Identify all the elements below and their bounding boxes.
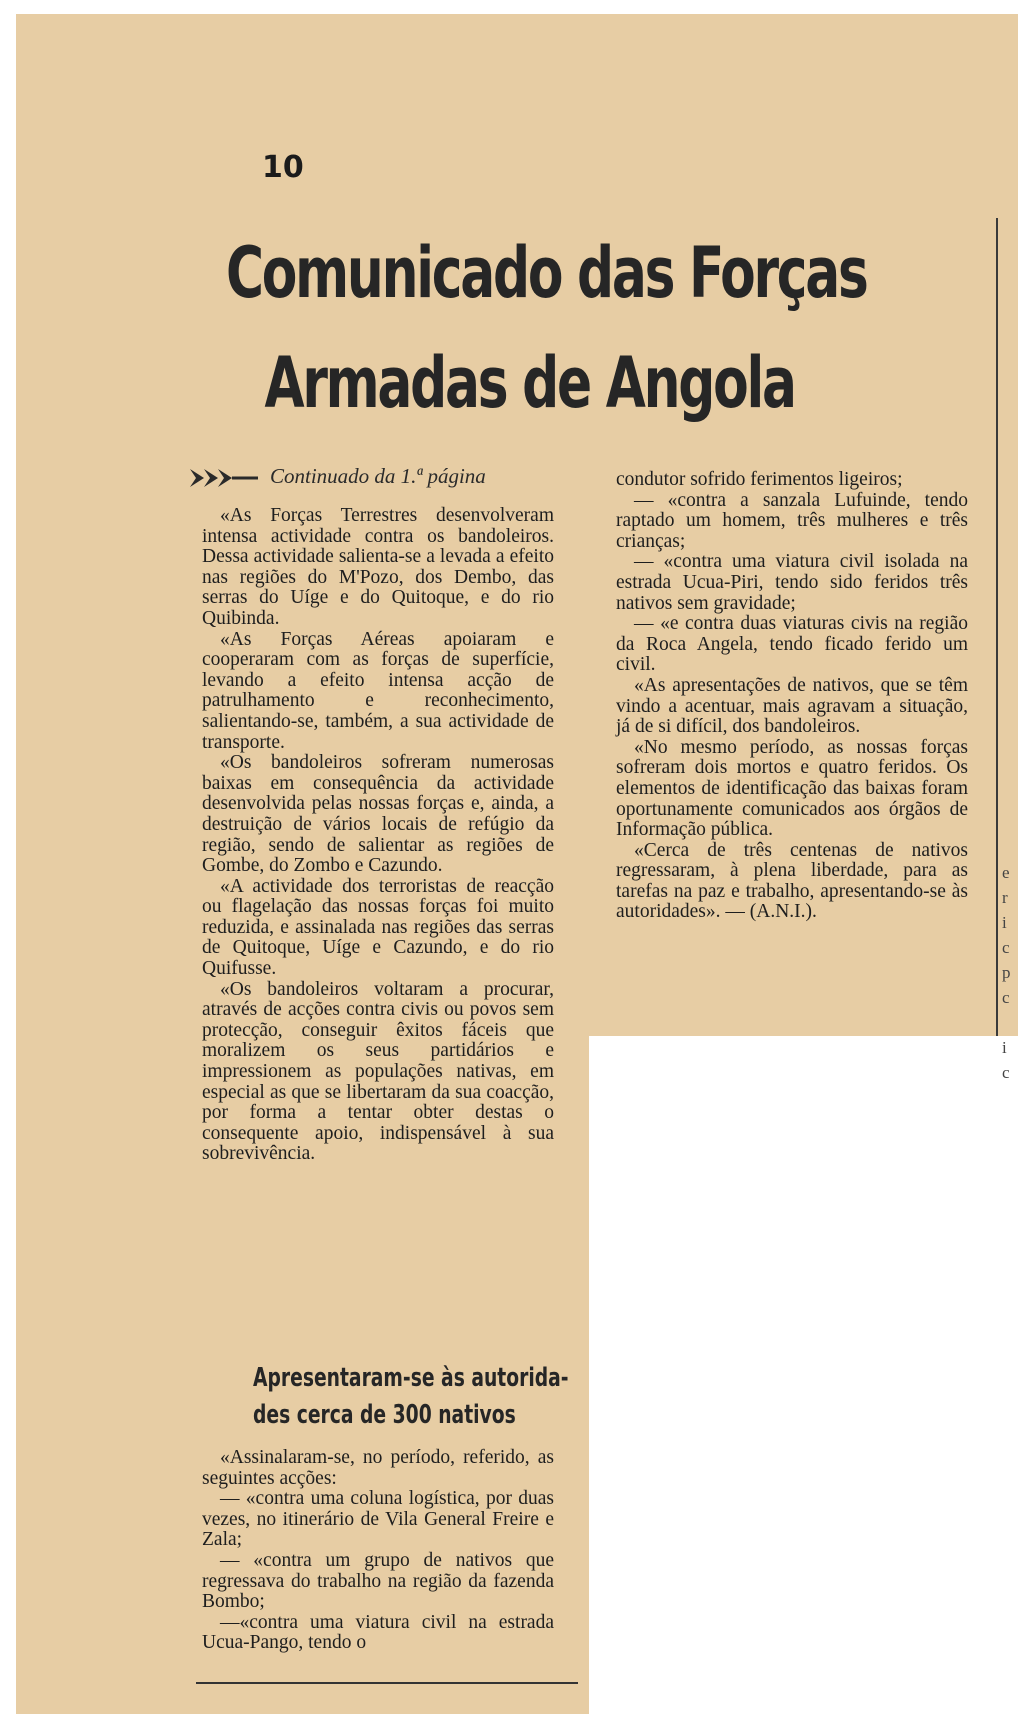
- edge-letter: p: [1002, 963, 1011, 982]
- continued-note: [190, 464, 560, 491]
- edge-letter: c: [1002, 1063, 1010, 1082]
- edge-letter: c: [1002, 988, 1010, 1007]
- paragraph: «Cerca de três centenas de nativos regressaram, à plena liberdade, para as tarefas na paz e trabalho, apresentando-se às autoridades». — (A.N.I.).: [616, 839, 968, 923]
- paragraph: «A actividade dos terroristas de reacção ou flagelação das nossas forças foi muito reduzida, e assinalada nas regiões das serras de Quitoque, Uíge e Cazundo, e do rio Quifusse.: [202, 875, 554, 980]
- paragraph: —«contra uma viatura civil na estrada Ucua-Pango, tendo o: [202, 1611, 554, 1654]
- subheading-line-1: Apresentaram-se às autorida-: [253, 1363, 569, 1393]
- continued-note-text: Continuado da 1.ª página: [270, 464, 486, 488]
- section-subheading: [253, 1360, 569, 1434]
- arrow-icon: [190, 465, 260, 491]
- paragraph: «As apresentações de nativos, que se têm vindo a acentuar, mais agravam a situação, já de si difícil, dos bandoleiros.: [616, 674, 968, 738]
- article-column-sub: [202, 1448, 554, 1654]
- headline-line-1: Comunicado das Forças: [226, 232, 867, 314]
- paragraph: «No mesmo período, as nossas forças sofreram dois mortos e quatro feridos. Os elementos de identificação das baixas foram oportunamente comunicados aos órgãos de Informação pública.: [616, 736, 968, 841]
- paragraph: — «contra a sanzala Lufuinde, tendo raptado um homem, três mulheres e três crianças;: [616, 489, 968, 552]
- paragraph: — «e contra duas viaturas civis na região da Roca Angela, tendo ficado ferido um civil.: [616, 613, 968, 676]
- edge-letter: c: [1002, 938, 1010, 957]
- paragraph: — «contra uma coluna logística, por duas vezes, no itinerário de Vila General Freire e Zala;: [202, 1488, 554, 1551]
- paragraph: — «contra uma viatura civil isolada na estrada Ucua-Piri, tendo sido feridos três nativos sem gravidade;: [616, 551, 968, 614]
- edge-letter: e: [1002, 863, 1010, 882]
- adjacent-column-fragment: [1002, 860, 1016, 1085]
- edge-letter: i: [1002, 1038, 1007, 1057]
- bottom-divider: [196, 1682, 578, 1684]
- subheading-line-2: des cerca de 300 nativos: [253, 1400, 516, 1430]
- paragraph: — «contra um grupo de nativos que regressava do trabalho na região da fazenda Bombo;: [202, 1549, 554, 1613]
- paragraph: «Os bandoleiros sofreram numerosas baixas em consequência da actividade desenvolvida pelas nossas forças e, ainda, a destruição de vários locais de refúgio da região, sendo de salientar as regiões de Gombe, do Zombo e Cazundo.: [202, 752, 554, 877]
- edge-letter: r: [1002, 888, 1008, 907]
- paragraph: «As Forças Aéreas apoiaram e cooperaram com as forças de superfície, levando a efeito intensa acção de patrulhamento e reconhecimento, salientando-se, também, a sua actividade de transporte.: [202, 628, 554, 753]
- paragraph: condutor sofrido ferimentos ligeiros;: [616, 469, 903, 490]
- edge-letter: i: [1002, 913, 1007, 932]
- page-number: 10: [262, 150, 304, 185]
- article-column-right: [616, 470, 968, 923]
- paragraph: «Assinalaram-se, no período, referido, as seguintes acções:: [202, 1447, 554, 1489]
- article-headline: [226, 218, 867, 438]
- edge-letter: [1002, 1010, 1016, 1035]
- headline-line-2: Armadas de Angola: [264, 342, 795, 424]
- article-column-left: [202, 506, 554, 1165]
- paragraph: «As Forças Terrestres desenvolveram intensa actividade contra os bandoleiros. Dessa actividade salienta-se a levada a efeito nas regiões do M'Pozo, dos Dembo, das serras do Uíge e do Quitoque, e do rio Quibinda.: [202, 505, 554, 629]
- paragraph: «Os bandoleiros voltaram a procurar, através de acções contra civis ou povos sem protecção, conseguir êxitos fáceis que moralizem os seus partidários e impressionem as populações nativas, em especial as que se libertaram da sua coacção, por forma a tentar obter destas o consequente apoio, indispensável à sua sobrevivência.: [202, 978, 554, 1165]
- column-divider: [996, 218, 998, 1036]
